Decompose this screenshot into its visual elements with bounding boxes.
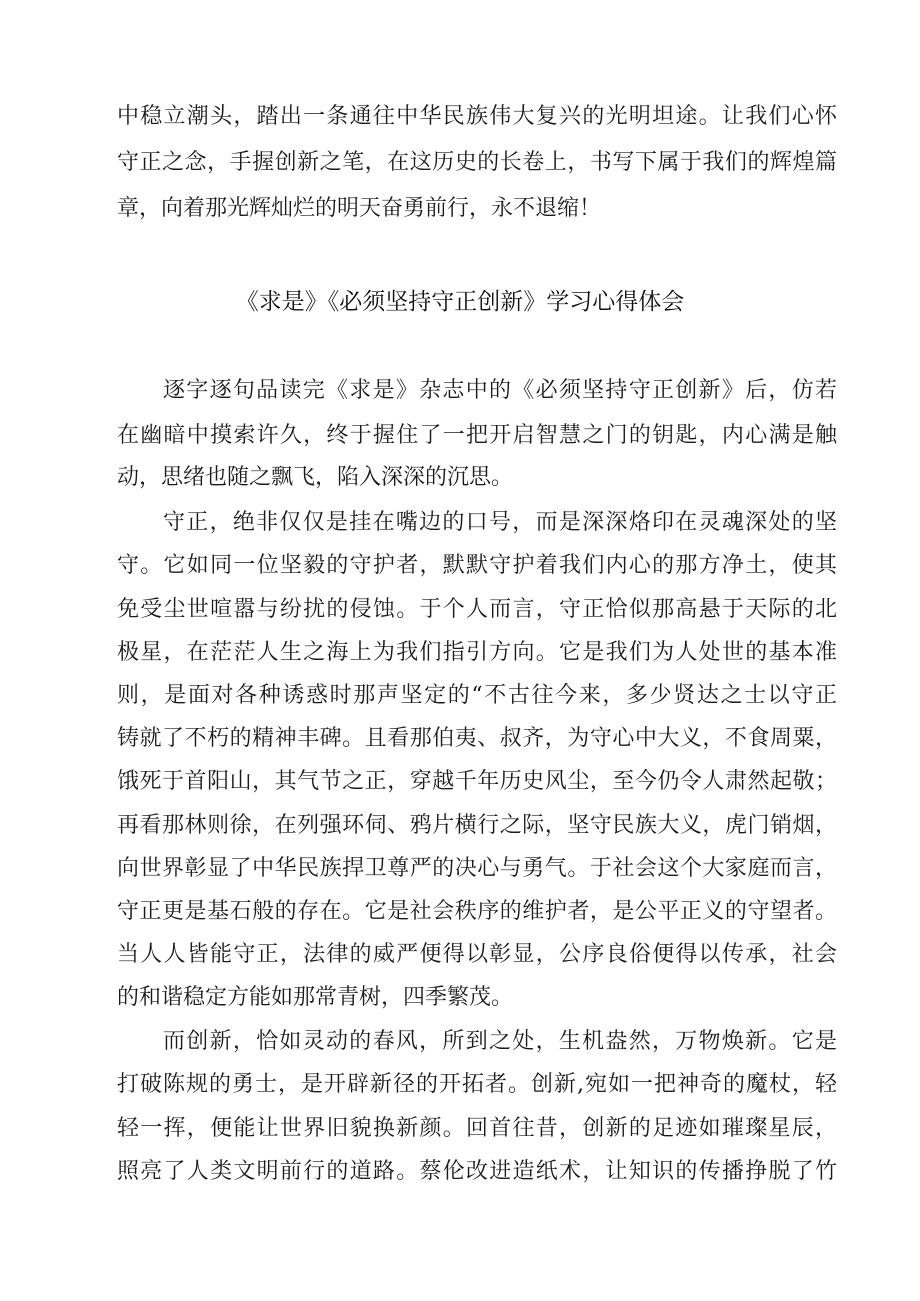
article-title: 《求是》《必须坚持守正创新》学习心得体会: [235, 289, 685, 315]
paragraph-2-line: 向世界彰显了中华民族捍卫尊严的决心与勇气。于社会这个大家庭而言，: [117, 856, 837, 881]
paragraph-2-line: 铸就了不朽的精神丰碑。且看那伯夷、叔齐，为守心中大义，不食周粟，: [117, 726, 837, 751]
paragraph-3-line: 打破陈规的勇士，是开辟新径的开拓者。创新,宛如一把神奇的魔杖，轻: [117, 1072, 837, 1097]
paragraph-3-line: 照亮了人类文明前行的道路。蔡伦改进造纸术，让知识的传播挣脱了竹: [117, 1159, 837, 1184]
paragraph-1-line: 逐字逐句品读完《求是》杂志中的《必须坚持守正创新》后，仿若: [163, 378, 837, 403]
paragraph-1-line: 在幽暗中摸索许久，终于握住了一把开启智慧之门的钥匙，内心满是触: [117, 423, 837, 448]
paragraph-2-line: 饿死于首阳山，其气节之正，穿越千年历史风尘，至今仍令人肃然起敬；: [117, 769, 837, 794]
prev-section-line: 中稳立潮头，踏出一条通往中华民族伟大复兴的光明坦途。让我们心怀: [117, 104, 837, 129]
paragraph-3-line: 而创新，恰如灵动的春风，所到之处，生机盎然，万物焕新。它是: [163, 1029, 837, 1054]
paragraph-2-line: 的和谐稳定方能如那常青树，四季繁茂。: [117, 985, 514, 1010]
paragraph-2-line: 当人人皆能守正，法律的威严便得以彰显，公序良俗便得以传承，社会: [117, 942, 837, 967]
prev-section-line: 章，向着那光辉灿烂的明天奋勇前行，永不退缩！: [117, 196, 602, 221]
paragraph-2-line: 极星，在茫茫人生之海上为我们指引方向。它是我们为人处世的基本准: [117, 640, 837, 665]
paragraph-2-line: 守正，绝非仅仅是挂在嘴边的口号，而是深深烙印在灵魂深处的坚: [163, 510, 837, 535]
paragraph-2-line: 免受尘世喧嚣与纷扰的侵蚀。于个人而言，守正恰似那高悬于天际的北: [117, 597, 837, 622]
paragraph-2-line: 再看那林则徐，在列强环伺、鸦片横行之际，坚守民族大义，虎门销烟，: [117, 813, 837, 838]
prev-section-line: 守正之念，手握创新之笔，在这历史的长卷上，书写下属于我们的辉煌篇: [117, 150, 837, 175]
paragraph-2-line: 守。它如同一位坚毅的守护者，默默守护着我们内心的那方净土，使其: [117, 553, 837, 578]
paragraph-3-line: 轻一挥，便能让世界旧貌换新颜。回首往昔，创新的足迹如璀璨星辰，: [117, 1116, 837, 1141]
paragraph-2-line: 则，是面对各种诱惑时那声坚定的“不古往今来，多少贤达之士以守正: [117, 683, 837, 708]
paragraph-2-line: 守正更是基石般的存在。它是社会秩序的维护者，是公平正义的守望者。: [117, 899, 837, 924]
paragraph-1-line: 动，思绪也随之飘飞，陷入深深的沉思。: [117, 465, 514, 490]
